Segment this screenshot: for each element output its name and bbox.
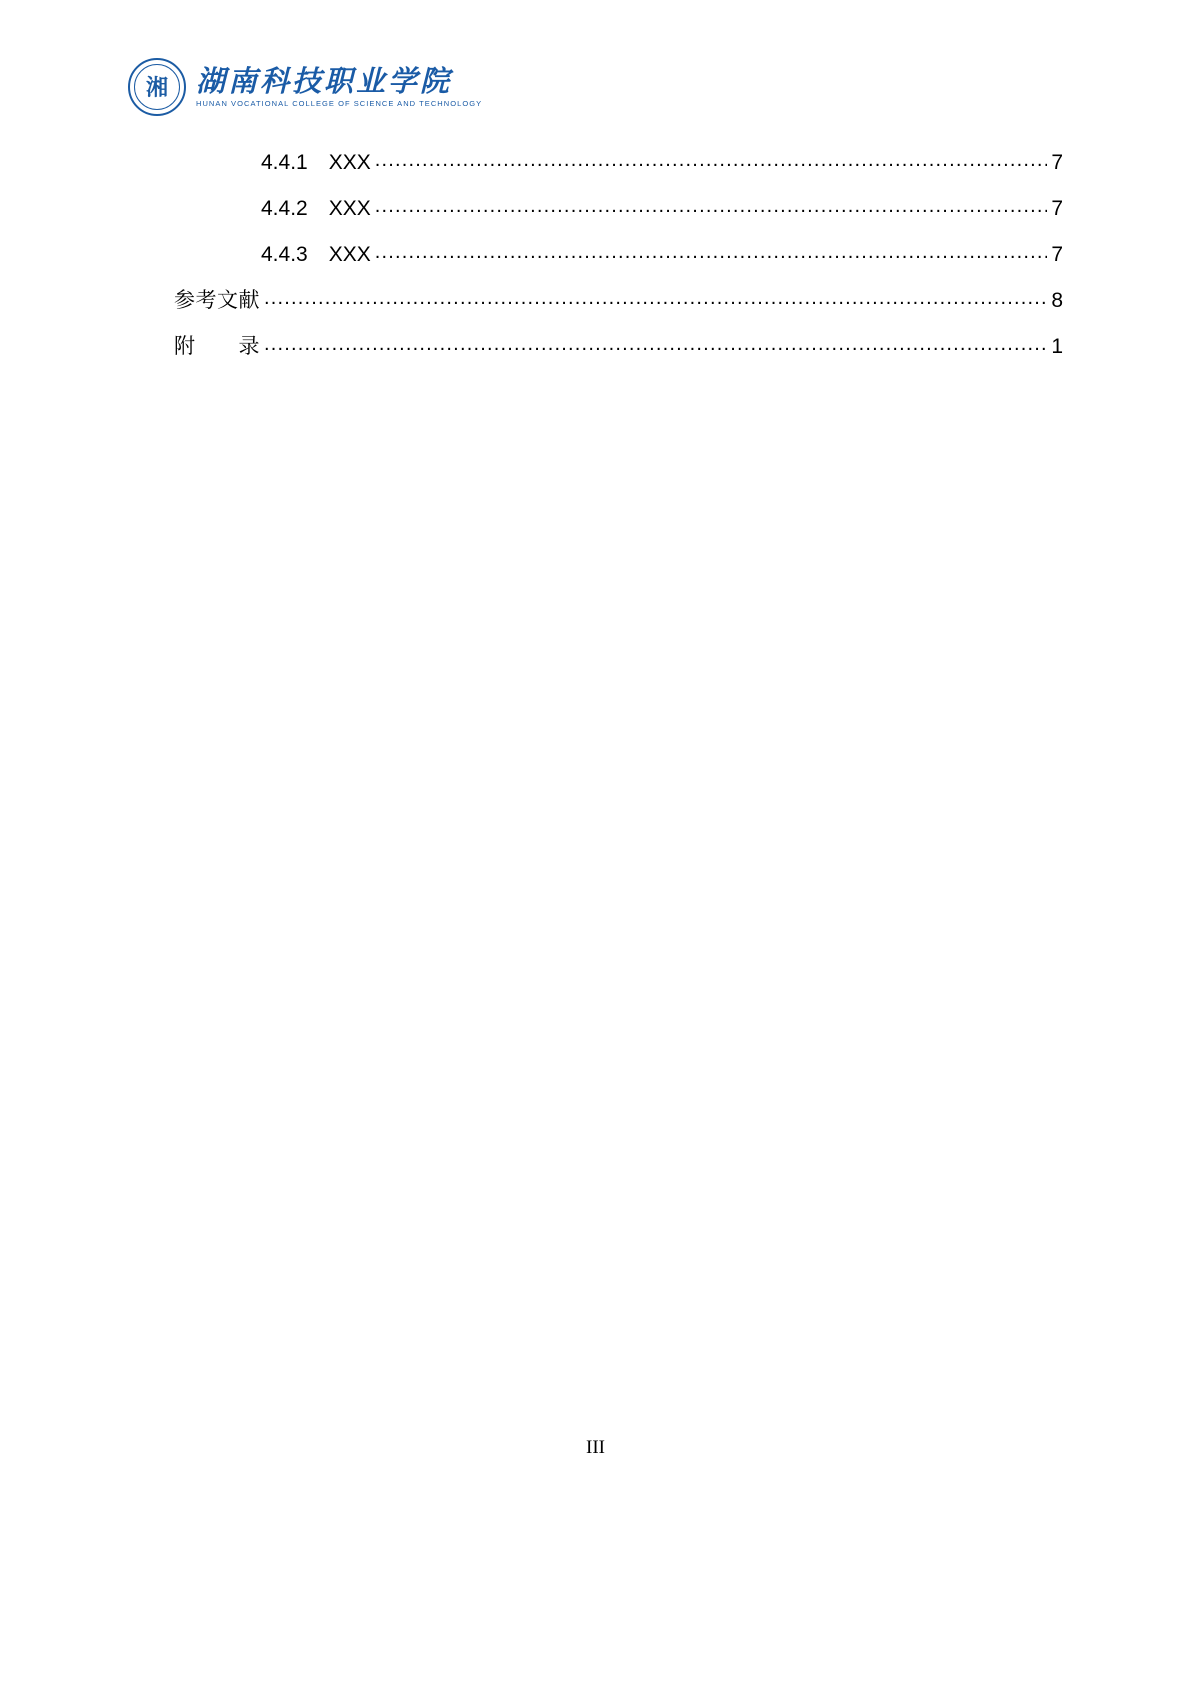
university-wordmark (196, 63, 483, 109)
toc-leader-dots (375, 229, 1047, 275)
table-of-contents (128, 140, 1063, 370)
toc-entry[interactable] (128, 140, 1063, 186)
university-name-en: HUNAN VOCATIONAL COLLEGE OF SCIENCE AND TECHNOLOGY (196, 99, 483, 109)
toc-entry-page: 7 (1051, 243, 1063, 266)
toc-entry-references[interactable] (128, 278, 1063, 324)
university-seal-icon (128, 58, 186, 116)
university-logo-header (128, 58, 482, 116)
university-name-cn: 湖南科技职业学院 (196, 63, 453, 98)
page-number: III (586, 1437, 605, 1458)
toc-entry-title: 参考文献 (174, 289, 260, 312)
toc-entry-title: XXX (328, 151, 371, 174)
toc-leader-dots (375, 183, 1047, 229)
toc-entry-title: XXX (328, 197, 371, 220)
toc-entry-number: 4.4.1 (261, 151, 308, 174)
toc-entry-page: 7 (1051, 151, 1063, 174)
toc-leader-dots (264, 321, 1047, 367)
toc-entry-title: XXX (328, 243, 371, 266)
toc-entry-number: 4.4.3 (261, 243, 308, 266)
toc-entry-page: 7 (1051, 197, 1063, 220)
toc-leader-dots (264, 275, 1047, 321)
toc-entry-number: 4.4.2 (261, 197, 308, 220)
page-footer (0, 1437, 1191, 1459)
toc-entry[interactable] (128, 186, 1063, 232)
toc-entry[interactable] (128, 232, 1063, 278)
toc-entry-page: 1 (1051, 335, 1063, 358)
toc-entry-title: 附 录 (174, 335, 260, 358)
toc-entry-appendix[interactable] (128, 324, 1063, 370)
toc-leader-dots (375, 137, 1047, 183)
seal-character: 湘 (145, 75, 168, 101)
toc-entry-page: 8 (1051, 289, 1063, 312)
